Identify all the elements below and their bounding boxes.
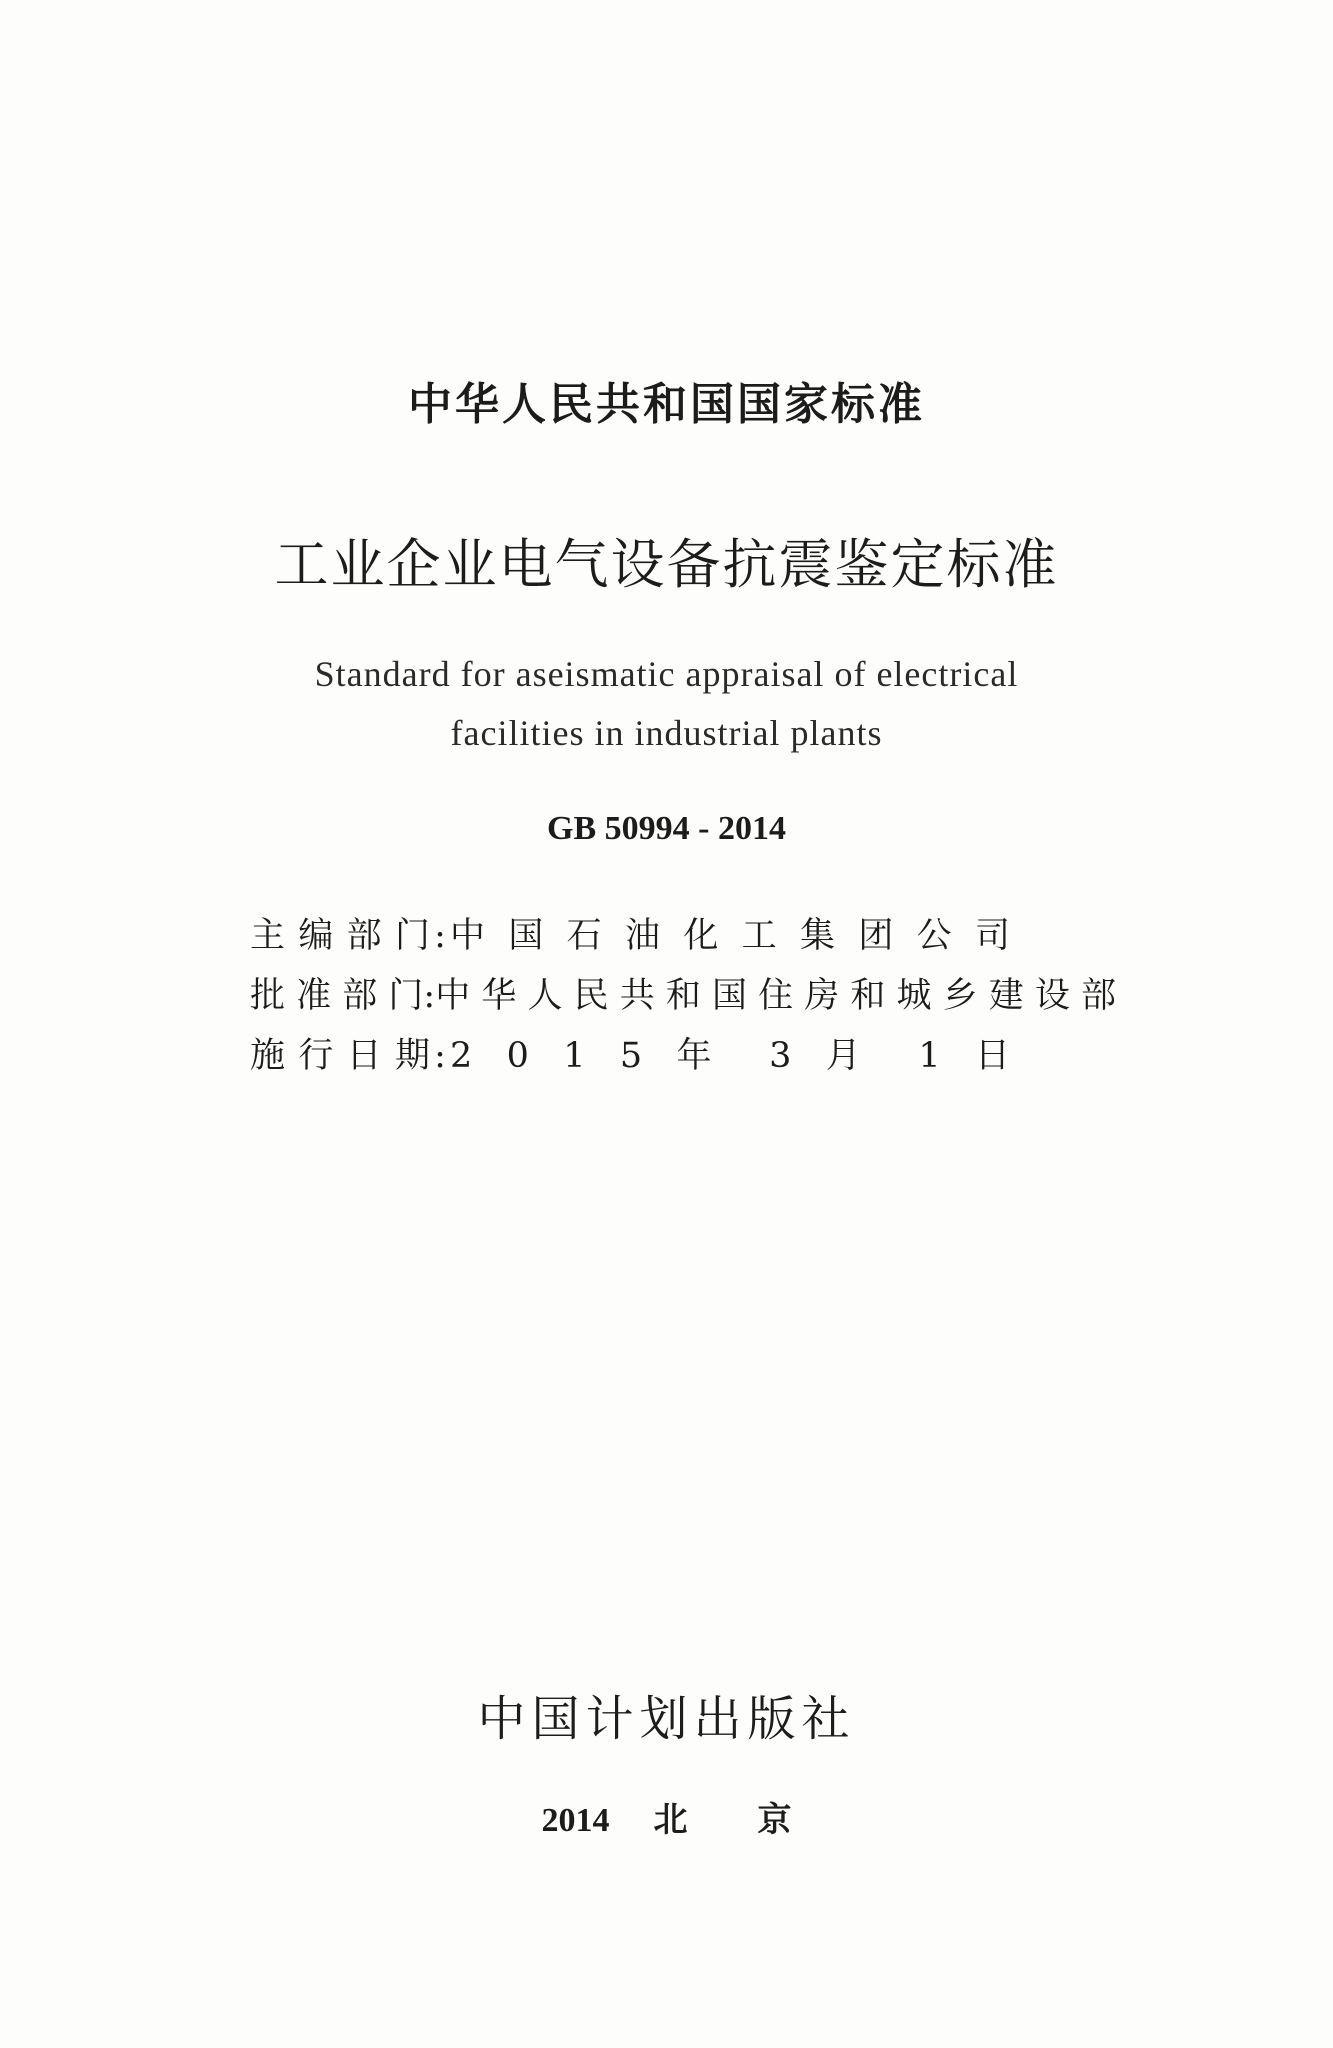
english-title-line-1: Standard for aseismatic appraisal of electrical — [314, 654, 1019, 694]
editor-colon: : — [434, 916, 446, 956]
english-title-line-2: facilities in industrial plants — [450, 713, 883, 753]
national-standard-heading: 中华人民共和国国家标准 — [408, 379, 925, 430]
effective-date-value: 2 0 1 5 年 3 月 1 日 — [450, 1036, 1010, 1076]
editor-label: 主 编 部 门 — [250, 916, 430, 956]
imprint-city: 北京 — [653, 1800, 862, 1840]
editor-value: 中 国 石 油 化 工 集 团 公 司 — [450, 916, 1010, 956]
publisher-name: 中国计划出版社 — [477, 1691, 856, 1747]
publication-info — [250, 908, 1116, 1088]
imprint-year: 2014 — [541, 1802, 610, 1839]
imprint — [0, 1792, 1333, 1841]
effective-date-colon: : — [434, 1036, 446, 1076]
effective-date-label: 施 行 日 期 — [250, 1036, 430, 1076]
chinese-title: 工业企业电气设备抗震鉴定标准 — [274, 533, 1059, 596]
approver-colon: : — [423, 976, 436, 1016]
approver-row — [250, 968, 1116, 1028]
approver-value: 中 华 人 民 共 和 国 住 房 和 城 乡 建 设 部 — [435, 976, 1116, 1016]
editor-row — [250, 908, 1010, 968]
approver-label: 批 准 部 门 — [250, 976, 424, 1016]
standard-code: GB 50994 - 2014 — [547, 810, 786, 847]
effective-date-row — [250, 1028, 1010, 1088]
